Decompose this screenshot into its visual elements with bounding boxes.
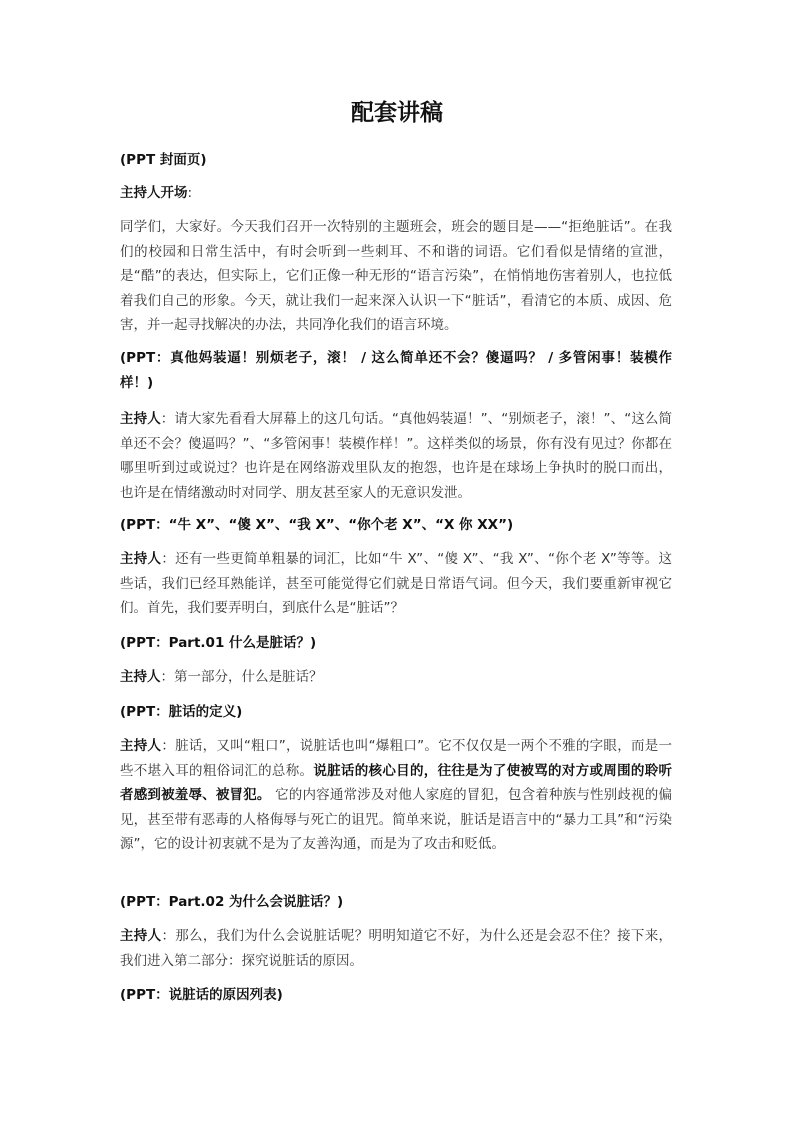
ppt-note-x-words: (PPT：“牛 X”、“傻 X”、“我 X”、“你个老 X”、“X 你 XX”) (120, 517, 514, 533)
ppt-note-reasons: (PPT：说脏话的原因列表) (120, 987, 283, 1003)
speaker-label: 主持人开场 (120, 185, 188, 201)
host-paragraph-part02 (120, 924, 672, 973)
paragraph-text: ：脏话，又叫“粗口”，说脏话也叫“爆粗口”。它不仅仅是一两个不雅的字眼，而是一些不堪入耳的粗俗词汇的总称。 (120, 738, 672, 779)
emphasis-text: 说脏话的核心目的，往往是为了使被骂的对方或周围的聆听者感到被羞辱、被冒犯。 (120, 762, 673, 803)
document-title: 配套讲稿 (351, 100, 443, 126)
ppt-note-swear-examples: (PPT：真他妈装逼！别烦老子，滚！ / 这么简单还不会？傻逼吗？ / 多管闲事！装模作样！) (120, 350, 672, 391)
paragraph-text: ：还有一些更简单粗暴的词汇，比如“牛 X”、“傻 X”、“我 X”、“你个老 X”等等。这些话，我们已经耳熟能详，甚至可能觉得它们就是日常语气词。但今天，我们要重新审视它们。首先，我们要弄明白，到底什么是“脏话”？ (120, 551, 672, 616)
host-opening-heading (120, 181, 672, 206)
paragraph-text: ：那么，我们为什么会说脏话呢？明明知道它不好，为什么还是会忍不住？接下来，我们进入第二部分：探究说脏话的原因。 (120, 928, 673, 969)
host-paragraph-examples (120, 407, 672, 505)
speaker-label: 主持人 (120, 551, 162, 567)
host-paragraph-part01 (120, 665, 672, 690)
speaker-label: 主持人 (120, 928, 162, 944)
host-opening-colon: : (187, 185, 193, 201)
host-paragraph-definition (120, 734, 672, 857)
ppt-note-part02: (PPT：Part.02 为什么会说脏话？) (120, 894, 344, 910)
host-paragraph-x-words (120, 547, 672, 621)
opening-paragraph: 同学们，大家好。今天我们召开一次特别的主题班会，班会的题目是——“拒绝脏话”。在我们的校园和日常生活中，有时会听到一些刺耳、不和谐的词语。它们看似是情绪的宣泄，是“酷”的表达，但实际上，它们正像一种无形的“语言污染”，在悄悄地伤害着别人，也拉低着我们自己的形象。今天，就让我们一起来深入认识一下“脏话”，看清它的本质、成因、危害，并一起寻找解决的办法，共同净化我们的语言环境。 (120, 219, 672, 333)
paragraph-text: ：第一部分，什么是脏话？ (160, 669, 323, 685)
speaker-label: 主持人 (120, 669, 161, 685)
speaker-label: 主持人 (120, 738, 162, 754)
ppt-note-part01: (PPT：Part.01 什么是脏话？) (120, 635, 317, 651)
paragraph-text: ：请大家先看看大屏幕上的这几句话。“真他妈装逼！”、“别烦老子，滚！”、“这么简单还不会？傻逼吗？”、“多管闲事！装模作样！”。这样类似的场景，你有没有见过？你都在哪里听到过或说过？也许是在网络游戏里队友的抱怨，也许是在球场上争执时的脱口而出，也许是在情绪激动时对同学、朋友甚至家人的无意识发泄。 (120, 411, 673, 501)
ppt-note-definition: (PPT：脏话的定义) (120, 704, 243, 720)
ppt-cover-note: (PPT 封面页) (120, 152, 207, 168)
paragraph-text: 它的内容通常涉及对他人家庭的冒犯，包含着种族与性别歧视的偏见，甚至带有恶毒的人格侮辱与死亡的诅咒。简单来说，脏话是语言中的“暴力工具”和“污染源”，它的设计初衷就不是为了友善沟通，而是为了攻击和贬低。 (120, 787, 673, 852)
speaker-label: 主持人 (120, 411, 161, 427)
